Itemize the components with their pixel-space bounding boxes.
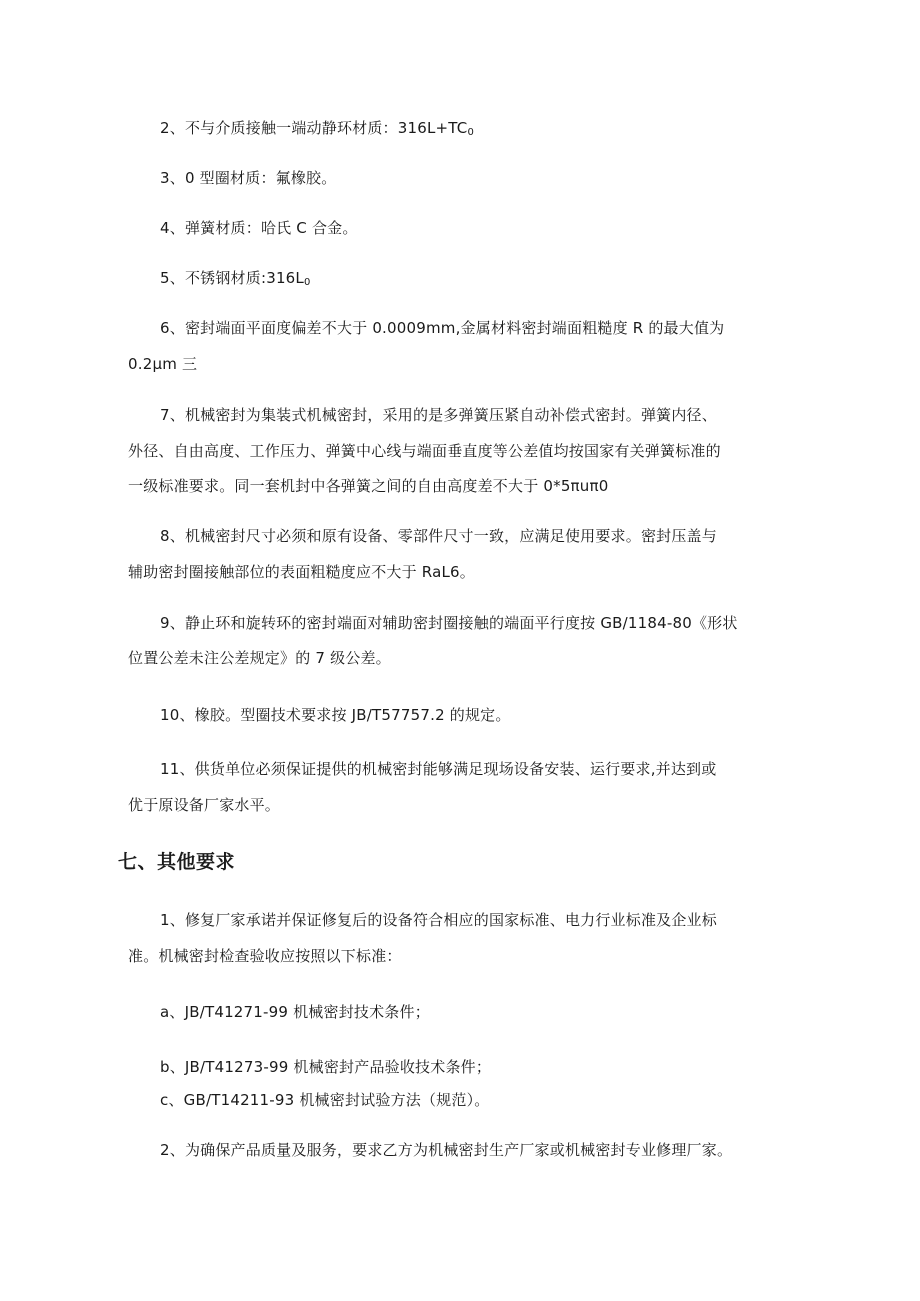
requirement-item-7-line-3: 一级标准要求。同一套机封中各弹簧之间的自由高度差不大于 0*5πuπ0 <box>128 477 609 495</box>
standard-item-a: a、JB/T41271-99 机械密封技术条件； <box>160 1003 430 1021</box>
section-heading-other-requirements: 七、其他要求 <box>118 851 236 873</box>
requirement-item-3: 3、0 型圈材质：氟橡胶。 <box>160 169 337 187</box>
standard-item-c: c、GB/T14211-93 机械密封试验方法（规范）。 <box>160 1091 490 1109</box>
other-requirement-1-line-1: 1、修复厂家承诺并保证修复后的设备符合相应的国家标准、电力行业标准及企业标 <box>160 911 717 929</box>
requirement-item-11-line-2: 优于原设备厂家水平。 <box>128 796 281 814</box>
requirement-item-6-line-2: 0.2μm 三 <box>128 355 198 373</box>
requirement-item-9-line-1: 9、静止环和旋转环的密封端面对辅助密封圈接触的端面平行度按 GB/1184-80《形状 <box>160 614 738 632</box>
requirement-item-8-line-1: 8、机械密封尺寸必须和原有设备、零部件尺寸一致，应满足使用要求。密封压盖与 <box>160 527 717 545</box>
other-requirement-1-line-2: 准。机械密封检查验收应按照以下标准： <box>128 947 402 965</box>
requirement-item-10: 10、橡胶。型圈技术要求按 JB/T57757.2 的规定。 <box>160 706 511 724</box>
requirement-item-6-line-1: 6、密封端面平面度偏差不大于 0.0009mm,金属材料密封端面粗糙度 R 的最大值为 <box>160 319 725 337</box>
requirement-item-2: 2、不与介质接触一端动静环材质：$316L+TC_0$ <box>160 119 475 138</box>
requirement-item-11-line-1: 11、供货单位必须保证提供的机械密封能够满足现场设备安装、运行要求,并达到或 <box>160 760 717 778</box>
requirement-item-8-line-2: 辅助密封圈接触部位的表面粗糙度应不大于 RaL6。 <box>128 563 475 581</box>
requirement-item-7-line-2: 外径、自由高度、工作压力、弹簧中心线与端面垂直度等公差值均按国家有关弹簧标准的 <box>128 442 721 460</box>
standard-item-b: b、JB/T41273-99 机械密封产品验收技术条件； <box>160 1058 492 1076</box>
requirement-item-4: 4、弹簧材质：哈氏 C 合金。 <box>160 219 358 237</box>
requirement-item-9-line-2: 位置公差未注公差规定》的 7 级公差。 <box>128 649 391 667</box>
requirement-item-7-line-1: 7、机械密封为集装式机械密封，采用的是多弹簧压紧自动补偿式密封。弹簧内径、 <box>160 406 717 424</box>
other-requirement-2: 2、为确保产品质量及服务，要求乙方为机械密封生产厂家或机械密封专业修理厂家。 <box>160 1141 733 1159</box>
requirement-item-5: 5、不锈钢材质$:316L_0$ <box>160 269 311 288</box>
